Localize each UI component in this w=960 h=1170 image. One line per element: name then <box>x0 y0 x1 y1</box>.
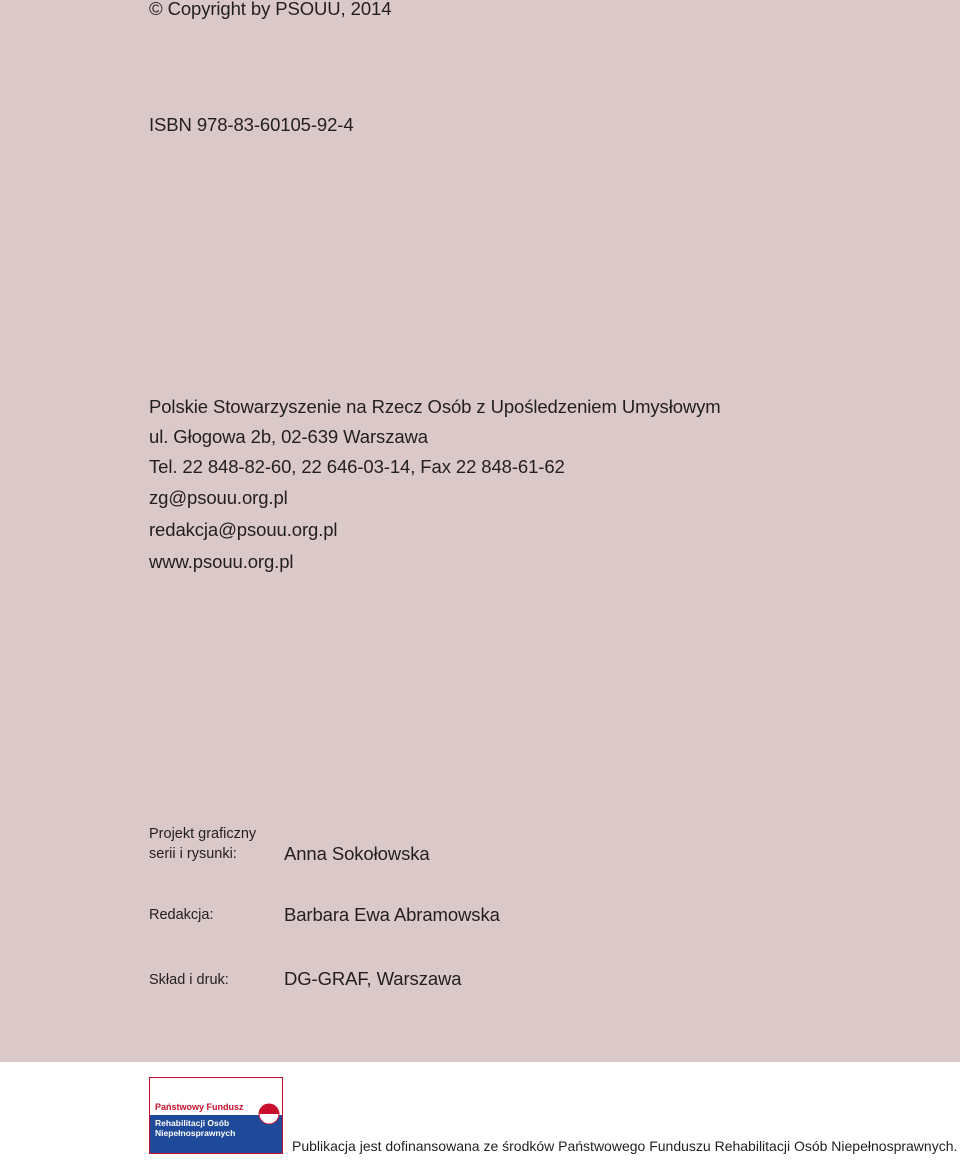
organization-name: Polskie Stowarzyszenie na Rzecz Osób z Upośledzeniem Umysłowym <box>149 396 721 417</box>
pfron-logo <box>149 1077 283 1154</box>
email-general[interactable]: zg@psouu.org.pl <box>149 487 288 508</box>
street-address: ul. Głogowa 2b, 02-639 Warszawa <box>149 426 428 447</box>
publication-note: Publikacja jest dofinansowana ze środków Państwowego Funduszu Rehabilitacji Osób Niepełnosprawnych. <box>292 1138 958 1154</box>
logo-circle-icon <box>258 1103 280 1125</box>
isbn-line: ISBN 978-83-60105-92-4 <box>149 114 354 135</box>
print-label: Skład i druk: <box>149 972 229 988</box>
logo-text-line3: Niepełnosprawnych <box>155 1128 236 1138</box>
editor-value: Barbara Ewa Abramowska <box>284 904 500 925</box>
logo-text-lines <box>155 1118 235 1138</box>
logo-text-line2: Rehabilitacji Osób <box>155 1118 230 1128</box>
editor-label: Redakcja: <box>149 907 214 923</box>
website-link[interactable]: www.psouu.org.pl <box>149 551 294 572</box>
logo-text-line1: Państwowy Fundusz <box>155 1102 244 1112</box>
design-label-line2: serii i rysunki: <box>149 846 237 862</box>
copyright-line: © Copyright by PSOUU, 2014 <box>149 0 392 19</box>
email-editorial[interactable]: redakcja@psouu.org.pl <box>149 519 338 540</box>
print-value: DG-GRAF, Warszawa <box>284 968 462 989</box>
design-value: Anna Sokołowska <box>284 843 430 864</box>
phone-fax-line: Tel. 22 848-82-60, 22 646-03-14, Fax 22 848-61-62 <box>149 456 565 477</box>
design-label-line1: Projekt graficzny <box>149 826 257 842</box>
